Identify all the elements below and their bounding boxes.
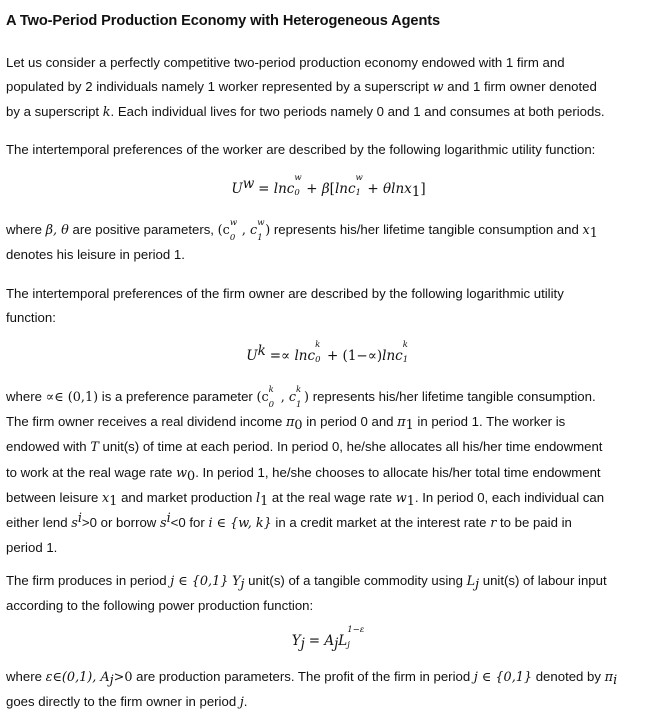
para-text: . In period 1, he/she chooses to allocate his/her total time endowment (195, 464, 601, 480)
desc-line-5: between leisure $x_1$ and market production $l_1$ at the real wage rate $w_1$. In period 0, each individual can (6, 489, 605, 509)
math-i-in: i ∈ {w, k} (208, 516, 272, 532)
math-k: k (102, 105, 111, 121)
intro-line-3 (6, 100, 646, 125)
para-text: goes directly to the firm owner in period (6, 694, 240, 710)
math-Yj: Y (232, 574, 241, 589)
desc-line-4: to work at the real wage rate $w_0$. In period 1, he/she chooses to allocate his/her total time endowment (6, 464, 601, 484)
intro-text: . Each individual lives for two periods namely 0 and 1 and consumes at both periods. (110, 104, 605, 120)
intro-text: populated by 2 individuals namely 1 worker represented by a superscript (6, 79, 433, 95)
math-ck-pair: (c (256, 390, 269, 405)
para-text: between leisure (6, 489, 103, 505)
document-page (6, 0, 651, 713)
para-text: is a preference parameter (98, 389, 257, 404)
para-text: where (6, 389, 46, 404)
intro-line-2 (6, 75, 646, 100)
firm-owner-description-paragraph (6, 385, 646, 560)
math-si: s (71, 516, 78, 532)
prod-line-1: The firm produces in period j ∈ {0,1} $Y_j$ unit(s) of a tangible commodity using $L_j$ unit(s) of labour input (6, 573, 607, 592)
worker-preferences-paragraph: The intertemporal preferences of the worker are described by the following logarithmic utility function: (6, 142, 596, 157)
production-parameters-paragraph (6, 665, 646, 715)
para-text: . (243, 694, 248, 710)
para-text: represents his/her lifetime tangible consumption and (270, 222, 583, 237)
desc-line-3 (6, 435, 646, 460)
para-text: where (6, 669, 46, 684)
intro-text: by a superscript (6, 104, 103, 120)
intro-text: and 1 firm owner denoted (443, 79, 597, 95)
math-eps-in: ε∈(0,1), A (45, 670, 110, 685)
para-text: in period 1. The worker is (413, 414, 566, 430)
para-text: in period 0 and (302, 414, 398, 430)
math-j-in: j ∈ {0,1} (170, 574, 229, 589)
para-text: unit(s) of a tangible commodity using (244, 573, 467, 588)
worker-parameters-paragraph (6, 218, 646, 267)
desc-line-6: either lend $s^i>0$ or borrow $s^i<0$ for i ∈ {w, k} in a credit market at the interest rate r to be paid in (6, 511, 572, 532)
intro-paragraph (6, 51, 646, 126)
para-text: where (6, 222, 46, 237)
prodparam-line-2 (6, 690, 646, 715)
math-r: r (490, 516, 497, 532)
eq3-symbol: Y (291, 633, 301, 649)
worker-params-line-2: denotes his leisure in period 1. (6, 247, 185, 263)
math-beta-theta: β, θ (45, 223, 69, 238)
math-w0: w (176, 465, 188, 481)
para-text: The firm owner receives a real dividend income (6, 414, 286, 430)
para-text: to be paid in (496, 515, 572, 531)
math-l1: l (255, 490, 261, 506)
para-text: unit(s) of labour input (479, 573, 607, 588)
worker-params-line-1: where β, θ are positive parameters, (c w 0 , c w 1 ) represents his/her lifetime tangible consumption and $x_1$ (6, 218, 598, 243)
math-x1: x (582, 223, 590, 238)
math-pi1: π (397, 415, 406, 431)
math-si: s (160, 516, 167, 532)
para-text: at the real wage rate (268, 489, 396, 505)
math-pi0: π (286, 415, 295, 431)
desc-line-7: period 1. (6, 540, 58, 556)
para-text: denoted by (532, 669, 605, 684)
para-text: in a credit market at the interest rate (271, 515, 491, 531)
math-x1: x (102, 490, 110, 506)
math-j: j (239, 695, 244, 711)
math-w1: w (395, 490, 407, 506)
math-Lj: L (466, 574, 476, 589)
para-text: unit(s) of time at each period. In period 0, he/she allocates all his/her time endowment (98, 439, 603, 455)
para-text: are positive parameters, (68, 222, 218, 237)
desc-line-1: where ∝∈ (0,1) is a preference parameter (c k 0 , c k 1 ) represents his/her lifetime tangible consumption. (6, 385, 596, 410)
firm-pref-line-1: The intertemporal preferences of the firm owner are described by the following logarithmic utility (6, 286, 564, 301)
worker-utility-equation: $U^w = \ln c$ w 0 + β[lnc w 1 + θlnx$_1$] (231, 173, 426, 200)
math-j-in: j ∈ {0,1} (473, 670, 533, 685)
math-alpha-in: ∝∈ (0,1) (45, 390, 99, 405)
firm-pref-line-2: function: (6, 310, 56, 326)
para-text: . In period 0, each individual can (414, 489, 605, 505)
para-text: endowed with (6, 439, 91, 455)
para-text: and market production (117, 489, 256, 505)
firm-owner-utility-equation: $U^k =\propto \ln c$ k 0 + (1−∝)lnc k 1 (246, 340, 409, 365)
eq1-symbol: U (231, 181, 243, 197)
prodparam-line-1: where ε∈(0,1), $A_j>0$ are production parameters. The profit of the firm in period j ∈ {0,1} denoted by $\pi_i$ (6, 669, 618, 688)
math-T: T (90, 440, 99, 456)
document-title: A Two-Period Production Economy with Heterogeneous Agents (6, 13, 441, 29)
math-pii: π (604, 670, 614, 685)
math-w: w (432, 80, 444, 96)
para-text: either lend (6, 515, 72, 531)
para-text: to work at the real wage rate (6, 464, 177, 480)
production-function-equation: $Y_j = A_jL$ 1−ε j (291, 625, 365, 652)
para-text: represents his/her lifetime tangible consumption. (309, 389, 596, 404)
firm-owner-preferences-paragraph (6, 282, 646, 330)
eq2-symbol: U (246, 348, 258, 364)
intro-line-1: Let us consider a perfectly competitive two-period production economy endowed with 1 firm and (6, 55, 565, 70)
para-text: <0 for (170, 515, 209, 531)
para-text: The firm produces in period (6, 573, 171, 588)
para-text: are production parameters. The profit of the firm in period (132, 669, 474, 684)
math-cw-pair: (c (217, 223, 230, 238)
production-paragraph (6, 569, 646, 618)
desc-line-2: The firm owner receives a real dividend income $\pi_0$ in period 0 and $\pi_1$ in period 1. The worker is (6, 414, 566, 434)
para-text: >0 or borrow (81, 515, 160, 531)
prod-line-2: according to the following power production function: (6, 598, 314, 614)
